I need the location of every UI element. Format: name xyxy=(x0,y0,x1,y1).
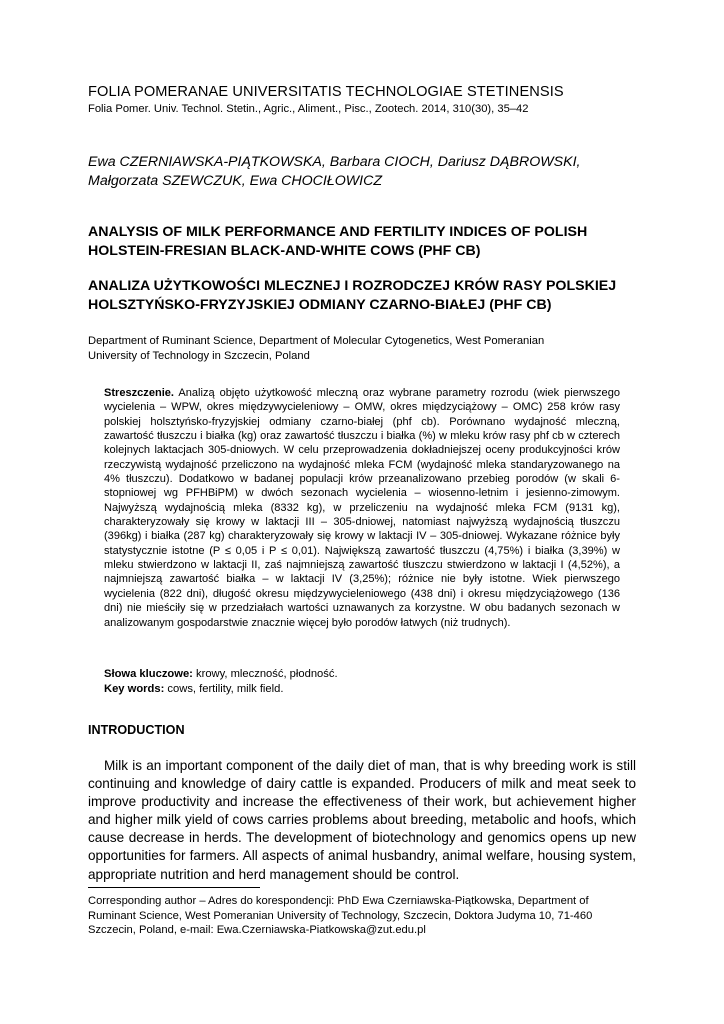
title-polish-line-1: ANALIZA UŻYTKOWOŚCI MLECZNEJ I ROZRODCZEJ KRÓW RASY POLSKIEJ xyxy=(88,278,617,294)
introduction-paragraph: Milk is an important component of the daily diet of man, that is why breeding work is still continuing and knowledge of dairy cattle is expanded. Producers of milk and meat seek to improve productivity and increase the effectiveness of their work, but achievement higher and higher milk yield of cows carries problems about breeding, metabolic and hoofs, which cause decrease in herds. The development of biotechnology and genomics opens up new opportunities for farmers. All aspects of animal husbandry, animal welfare, housing system, appropriate nutrition and herd management should be control. xyxy=(88,758,636,882)
author-line-1: Ewa CZERNIAWSKA-PIĄTKOWSKA, Barbara CIOCH, Dariusz DĄBROWSKI, xyxy=(88,154,581,170)
affiliation xyxy=(88,334,608,364)
footnote xyxy=(88,894,636,938)
footnote-separator xyxy=(88,887,260,888)
title-english-line-2: HOLSTEIN-FRESIAN BLACK-AND-WHITE COWS (PHF CB) xyxy=(88,243,481,259)
abstract-text: Analizą objęto użytkowość mleczną oraz wybrane parametry rozrodu (wiek pierwszego wycielenia – WPW, okres międzywycieleniowy – OMW, okres międzyciążowy – OMC) 258 krów rasy polskiej holsztyńsko-fryzyjskiej odmiany czarno-białej (phf cb). Porównano wydajność mleczną, zawartość tłuszczu i białka (kg) oraz zawartość tłuszczu i białka (%) w mleku krów rasy phf cb w czterech kolejnych laktacjach 305-dniowych. W celu przeprowadzenia dokładniejszej oceny produkcyjności krów rzeczywistą wydajność przeliczono na wydajność mleka FCM (wydajność mleka standaryzowanego na 4% tłuszczu). Dodatkowo w badanej populacji krów przeanalizowano przebieg porodów (w skali 6-stopniowej wg PFHBiPM) w dwóch sezonach wycielenia – wiosenno-letnim i jesienno-zimowym. Najwyższą wydajnością mleka (8332 kg), w przeliczeniu na wydajność mleka FCM (9131 kg), charakteryzowały się krowy w laktacji III – 305-dniowej, natomiast najwyższą wydajnością tłuszczu (396kg) i białka (287 kg) charakteryzowały się krowy w laktacji IV – 305-dniowej. Wykazane różnice były statystycznie istotne (P ≤ 0,05 i P ≤ 0,01). Największą zawartość tłuszczu (4,75%) i białka (3,39%) w mleku stwierdzono w laktacji II, zaś najmniejszą zawartość tłuszczu stwierdzono w laktacji I (4,52%), a najmniejszą zawartość białka – w laktacji IV (3,25%); różnice nie były istotne. Wiek pierwszego wycielenia (822 dni), długość okresu międzywycieleniowego (438 dni) i okresu międzyciążowego (136 dni) nie mieściły się w przedziałach wartości uznawanych za korzystne. W obu badanych sezonach w analizowanym gospodarstwie znacznie więcej było porodów łatwych (niż trudnych). xyxy=(104,387,620,629)
journal-name: FOLIA POMERANAE UNIVERSITATIS TECHNOLOGIAE STETINENSIS xyxy=(88,84,564,100)
journal-citation: Folia Pomer. Univ. Technol. Stetin., Agric., Aliment., Pisc., Zootech. 2014, 310(30), 35–42 xyxy=(88,103,529,115)
author-line-2: Małgorzata SZEWCZUK, Ewa CHOCIŁOWICZ xyxy=(88,173,383,189)
abstract-label: Streszczenie. xyxy=(104,387,174,399)
keywords-english-text: cows, fertility, milk field. xyxy=(164,682,284,695)
title-english xyxy=(88,223,648,261)
affiliation-line-1: Department of Ruminant Science, Department of Molecular Cytogenetics, West Pomeranian xyxy=(88,335,545,347)
title-polish xyxy=(88,277,648,315)
keywords xyxy=(104,667,624,696)
footnote-line-2: Ruminant Science, West Pomeranian University of Technology, Szczecin, Doktora Judyma 10, 71-460 xyxy=(88,909,593,922)
author-list xyxy=(88,153,648,191)
keywords-polish xyxy=(104,667,624,682)
footnote-line-3: Szczecin, Poland, e-mail: Ewa.Czerniawska-Piatkowska@zut.edu.pl xyxy=(88,924,426,936)
keywords-english xyxy=(104,682,624,697)
affiliation-line-2: University of Technology in Szczecin, Poland xyxy=(88,350,310,362)
abstract xyxy=(104,386,620,630)
section-heading-introduction: INTRODUCTION xyxy=(88,723,185,737)
footnote-line-1: Corresponding author – Adres do korespondencji: PhD Ewa Czerniawska-Piątkowska, Department of xyxy=(88,895,589,907)
title-english-line-1: ANALYSIS OF MILK PERFORMANCE AND FERTILITY INDICES OF POLISH xyxy=(88,224,588,240)
title-polish-line-2: HOLSZTYŃSKO-FRYZYJSKIEJ ODMIANY CZARNO-BIAŁEJ (PHF CB) xyxy=(88,297,552,313)
keywords-english-label: Key words: xyxy=(104,682,165,695)
keywords-polish-label: Słowa kluczowe: xyxy=(104,668,193,680)
keywords-polish-text: krowy, mleczność, płodność. xyxy=(192,668,338,680)
